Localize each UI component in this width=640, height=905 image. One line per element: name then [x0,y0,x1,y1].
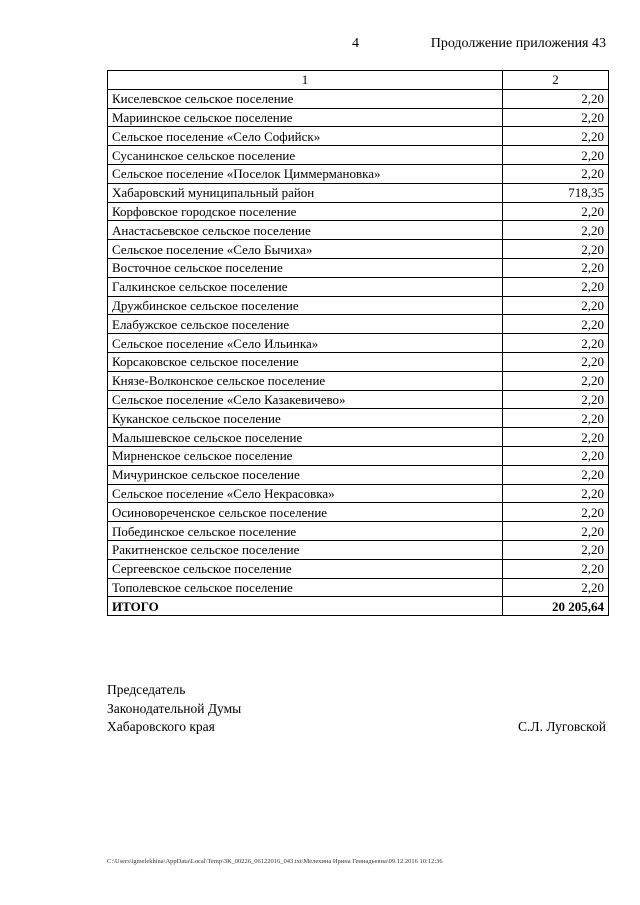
table-row [108,202,609,221]
settlement-name-cell: Сергеевское сельское поселение [108,559,503,578]
table-row [108,446,609,465]
amount-cell: 2,20 [503,89,609,108]
table-row [108,484,609,503]
settlement-name-cell: Хабаровский муниципальный район [108,183,503,202]
amount-cell: 2,20 [503,522,609,541]
total-row [108,597,609,616]
amount-cell: 2,20 [503,371,609,390]
amount-cell: 2,20 [503,390,609,409]
amount-cell: 2,20 [503,409,609,428]
settlement-name-cell: Елабужское сельское поселение [108,315,503,334]
settlement-name-cell: Побединское сельское поселение [108,522,503,541]
amount-cell: 2,20 [503,221,609,240]
table-row [108,89,609,108]
amount-cell: 2,20 [503,240,609,259]
signer-name: С.Л. Луговской [518,719,606,734]
settlement-name-cell: Ракитненское сельское поселение [108,540,503,559]
settlement-name-cell: Мариинское сельское поселение [108,108,503,127]
table-row [108,352,609,371]
amount-cell: 2,20 [503,146,609,165]
table-row [108,371,609,390]
settlement-name-cell: Малышевское сельское поселение [108,428,503,447]
amount-cell: 2,20 [503,352,609,371]
table-row [108,127,609,146]
column-header-1: 1 [108,71,503,90]
amount-cell: 2,20 [503,315,609,334]
table-row [108,221,609,240]
settlement-name-cell: Сельское поселение «Село Бычиха» [108,240,503,259]
amount-cell: 2,20 [503,484,609,503]
table-row [108,428,609,447]
total-value: 20 205,64 [503,597,609,616]
settlement-name-cell: Корсаковское сельское поселение [108,352,503,371]
table-row [108,146,609,165]
table-row [108,240,609,259]
amount-cell: 2,20 [503,277,609,296]
table-row [108,277,609,296]
settlement-name-cell: Князе-Волконское сельское поселение [108,371,503,390]
settlement-name-cell: Сельское поселение «Поселок Циммермановка» [108,164,503,183]
amount-cell: 2,20 [503,164,609,183]
settlement-name-cell: Сельское поселение «Село Софийск» [108,127,503,146]
table-row [108,258,609,277]
table-row [108,503,609,522]
data-table [107,70,609,616]
table-row [108,409,609,428]
amount-cell: 2,20 [503,258,609,277]
table-header-row [108,71,609,90]
settlement-name-cell: Восточное сельское поселение [108,258,503,277]
file-path-footer: C:\Users\igmelekhina\AppData\Local\Temp\ЗК_00226_06122016_043.txt\Мелехина Ирина Геннадьевна\09.12.2016 10:12:36 [107,858,443,865]
table-row [108,334,609,353]
table-row [108,296,609,315]
signature-title-line: Хабаровского края [107,719,215,734]
table-row [108,183,609,202]
amount-cell: 2,20 [503,446,609,465]
amount-cell: 2,20 [503,296,609,315]
amount-cell: 2,20 [503,559,609,578]
amount-cell: 2,20 [503,503,609,522]
settlement-name-cell: Сельское поселение «Село Некрасовка» [108,484,503,503]
settlement-name-cell: Дружбинское сельское поселение [108,296,503,315]
column-header-2: 2 [503,71,609,90]
signature-title-line: Председатель [107,682,186,697]
settlement-name-cell: Мирненское сельское поселение [108,446,503,465]
settlement-name-cell: Куканское сельское поселение [108,409,503,428]
settlement-name-cell: Киселевское сельское поселение [108,89,503,108]
table-row [108,108,609,127]
signature-title-line: Законодательной Думы [107,700,242,716]
table-row [108,315,609,334]
settlement-name-cell: Мичуринское сельское поселение [108,465,503,484]
settlement-name-cell: Корфовское городское поселение [108,202,503,221]
table-row [108,578,609,597]
amount-cell: 2,20 [503,428,609,447]
settlement-name-cell: Сельское поселение «Село Ильинка» [108,334,503,353]
settlement-name-cell: Осиновореченское сельское поселение [108,503,503,522]
table-row [108,164,609,183]
amount-cell: 2,20 [503,202,609,221]
amount-cell: 2,20 [503,540,609,559]
settlement-name-cell: Тополевское сельское поселение [108,578,503,597]
amount-cell: 2,20 [503,578,609,597]
table-row [108,559,609,578]
settlement-name-cell: Анастасьевское сельское поселение [108,221,503,240]
settlement-name-cell: Сусанинское сельское поселение [108,146,503,165]
table-row [108,540,609,559]
signature-block [107,681,241,737]
page-number: 4 [352,36,359,51]
table-row [108,390,609,409]
settlement-name-cell: Сельское поселение «Село Казакевичево» [108,390,503,409]
amount-cell: 2,20 [503,334,609,353]
amount-cell: 2,20 [503,465,609,484]
amount-cell: 2,20 [503,108,609,127]
table-row [108,522,609,541]
settlement-name-cell: Галкинское сельское поселение [108,277,503,296]
appendix-continuation-title: Продолжение приложения 43 [430,36,606,51]
total-label: ИТОГО [108,597,503,616]
amount-cell: 718,35 [503,183,609,202]
amount-cell: 2,20 [503,127,609,146]
table-row [108,465,609,484]
